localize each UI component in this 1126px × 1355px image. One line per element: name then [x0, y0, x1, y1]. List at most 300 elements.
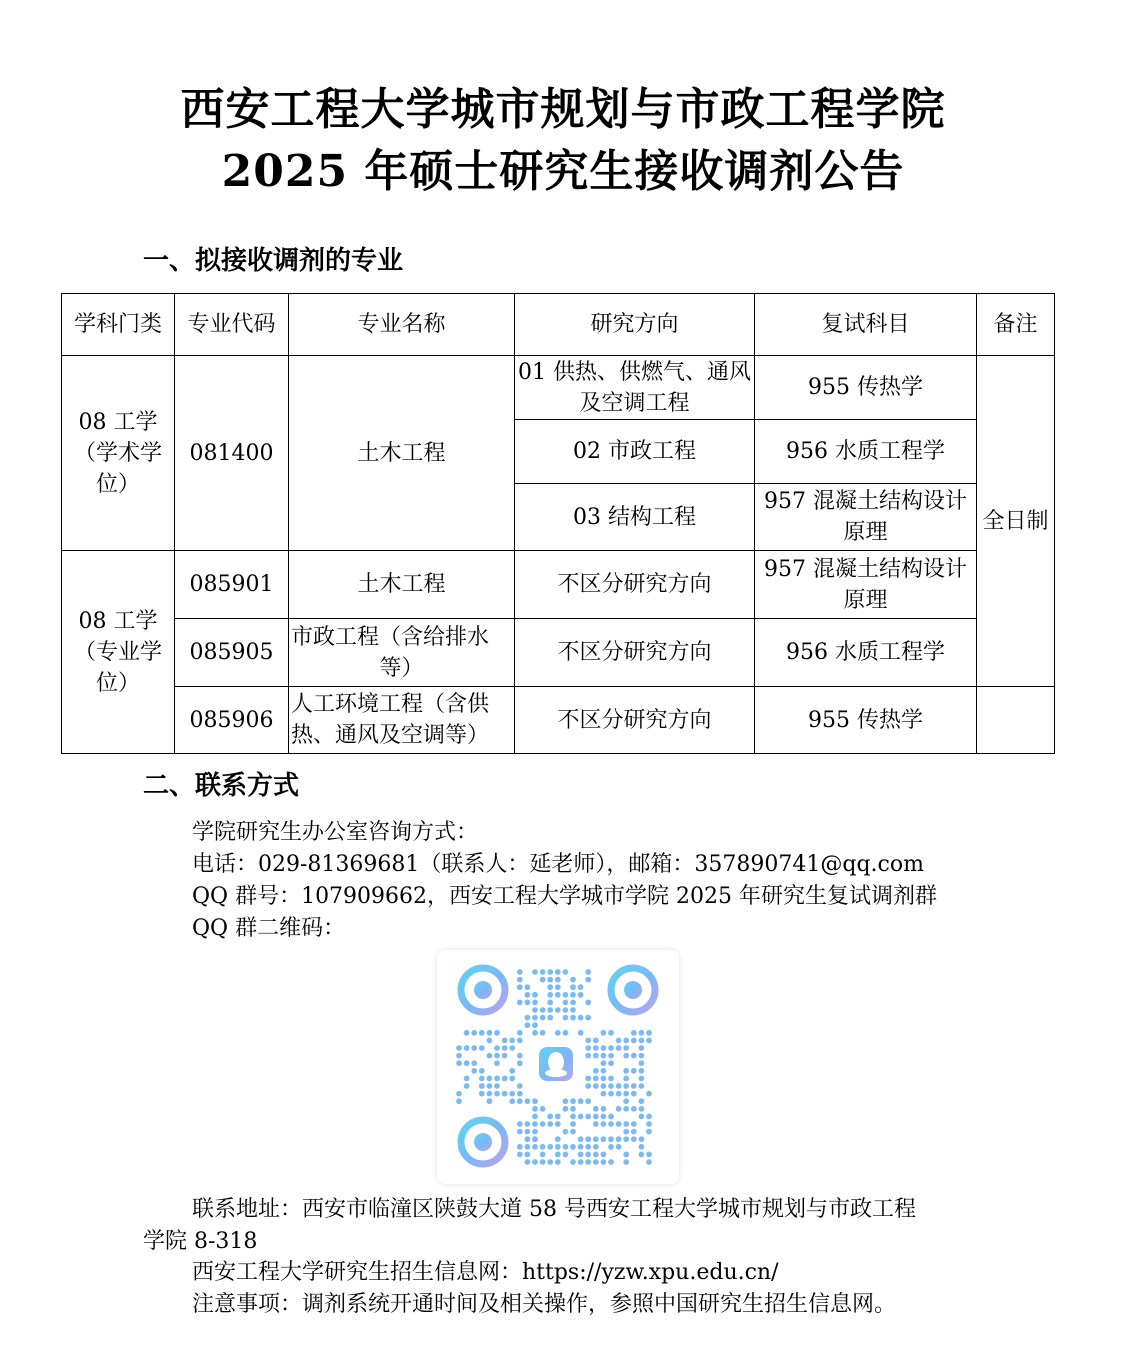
qr-module	[616, 1083, 622, 1089]
qr-module	[623, 1091, 629, 1097]
qr-module	[555, 1144, 561, 1150]
qr-module	[578, 992, 584, 998]
qr-module	[555, 1007, 561, 1013]
qr-module	[608, 1114, 614, 1120]
qr-module	[456, 1098, 462, 1104]
qr-module	[585, 1053, 591, 1059]
qr-module	[639, 1106, 645, 1112]
qr-module	[540, 1015, 546, 1021]
qr-module	[623, 1053, 629, 1059]
qr-module	[509, 1068, 515, 1074]
qr-module	[479, 1091, 485, 1097]
qr-module	[532, 992, 538, 998]
qr-module	[585, 1098, 591, 1104]
qr-module	[517, 984, 523, 990]
name-line: 等）	[379, 655, 424, 681]
qr-module	[471, 1030, 477, 1036]
qr-module	[540, 977, 546, 983]
qr-module	[639, 1144, 645, 1150]
qr-finder-top-left	[461, 968, 505, 1012]
qr-module	[563, 1030, 569, 1036]
qr-module	[494, 1030, 500, 1036]
qr-module	[623, 1083, 629, 1089]
qq-group-qr-code	[437, 950, 679, 1184]
qr-module	[479, 1076, 485, 1082]
qr-module	[517, 977, 523, 983]
qr-module	[471, 1060, 477, 1066]
qr-module	[525, 1129, 531, 1135]
qr-module	[563, 992, 569, 998]
qr-module	[532, 1106, 538, 1112]
address-line2: 学院 8-318	[143, 1229, 258, 1254]
phone-email: 电话：029-81369681（联系人：延老师），邮箱：357890741@qq.com	[192, 852, 924, 877]
qr-module	[631, 1030, 637, 1036]
qr-module	[593, 1076, 599, 1082]
name-line: 市政工程（含给排水	[291, 624, 490, 650]
category-line: （学术学	[73, 440, 162, 466]
qr-module	[623, 1159, 629, 1165]
name-line: 热、通风及空调等）	[291, 723, 490, 748]
category-academic	[62, 356, 175, 551]
qr-module	[601, 1121, 607, 1127]
header-cell: 专业代码	[175, 294, 289, 356]
qr-module	[509, 1098, 515, 1104]
qr-module	[631, 1121, 637, 1127]
qr-module	[646, 1114, 652, 1120]
qr-module	[525, 992, 531, 998]
qr-module	[578, 1114, 584, 1120]
qr-module	[547, 1121, 553, 1127]
qr-module	[585, 977, 591, 983]
qr-module	[555, 969, 561, 975]
qr-module	[547, 1000, 553, 1006]
qr-module	[547, 984, 553, 990]
qr-module	[555, 1152, 561, 1158]
qr-module	[646, 1159, 652, 1165]
empty-remark-cell	[977, 687, 1055, 754]
qr-module	[540, 1121, 546, 1127]
qr-module	[502, 1038, 508, 1044]
qr-module	[494, 1076, 500, 1082]
qr-module	[487, 1053, 493, 1059]
section-heading-contact: 二、联系方式	[143, 771, 300, 801]
qr-module	[487, 1083, 493, 1089]
research-direction: 不区分研究方向	[515, 619, 755, 687]
address-line1: 联系地址：西安市临潼区陕鼓大道 58 号西安工程大学城市规划与市政工程	[192, 1197, 916, 1222]
qr-module	[608, 1060, 614, 1066]
qr-module	[532, 1000, 538, 1006]
qr-module	[639, 1076, 645, 1082]
qr-module	[456, 1045, 462, 1051]
qr-module	[639, 1030, 645, 1036]
category-line: 08 工学	[78, 608, 158, 634]
exam-subject	[755, 551, 977, 619]
qr-module	[623, 1045, 629, 1051]
qr-module	[547, 977, 553, 983]
qr-module	[623, 1136, 629, 1142]
qr-module	[517, 1144, 523, 1150]
qr-module	[494, 1045, 500, 1051]
header-cell: 学科门类	[62, 294, 175, 356]
qr-module	[585, 1144, 591, 1150]
qr-module	[464, 1030, 470, 1036]
qr-module	[570, 992, 576, 998]
qr-module	[631, 1129, 637, 1135]
qr-module	[525, 1152, 531, 1158]
qr-module	[532, 1121, 538, 1127]
qr-module	[487, 1091, 493, 1097]
qr-module	[570, 1015, 576, 1021]
qr-module	[601, 1068, 607, 1074]
qr-module	[639, 1068, 645, 1074]
qr-module	[631, 1136, 637, 1142]
notice: 注意事项：调剂系统开通时间及相关操作，参照中国研究生招生信息网。	[192, 1292, 897, 1317]
qr-module	[646, 1038, 652, 1044]
qr-module	[601, 1045, 607, 1051]
qr-module	[631, 1106, 637, 1112]
qr-module	[540, 969, 546, 975]
qr-module	[646, 1121, 652, 1127]
qr-module	[570, 1114, 576, 1120]
qr-module	[532, 1136, 538, 1142]
qr-module	[601, 1076, 607, 1082]
category-professional	[62, 551, 175, 754]
qr-module	[623, 1098, 629, 1104]
qr-module	[601, 1060, 607, 1066]
qr-module	[525, 1136, 531, 1142]
qr-module	[608, 1083, 614, 1089]
qr-module	[555, 1121, 561, 1127]
qr-code-graphic	[437, 950, 679, 1184]
qr-module	[639, 1060, 645, 1066]
exam-line: 原理	[843, 587, 888, 613]
qr-module	[601, 1091, 607, 1097]
qr-module	[487, 1038, 493, 1044]
qr-module	[555, 1114, 561, 1120]
qr-module	[593, 1152, 599, 1158]
document-title-line2: 2025 年硕士研究生接收调剂公告	[221, 146, 905, 197]
qr-module	[608, 1076, 614, 1082]
qr-module	[570, 1159, 576, 1165]
qr-module	[471, 1045, 477, 1051]
qr-module	[623, 1068, 629, 1074]
qr-module	[525, 1015, 531, 1021]
majors-table	[61, 293, 1055, 754]
qr-module	[585, 1076, 591, 1082]
qr-module	[532, 1022, 538, 1028]
category-line: 08 工学	[78, 409, 158, 435]
qr-module	[593, 1083, 599, 1089]
qr-module	[593, 1045, 599, 1051]
qr-module	[578, 1152, 584, 1158]
qr-module	[517, 1098, 523, 1104]
qr-module	[570, 1098, 576, 1104]
major-code: 081400	[175, 356, 289, 551]
qr-module	[540, 1007, 546, 1013]
qr-module	[578, 1136, 584, 1142]
exam-subject: 955 传热学	[755, 687, 977, 754]
qr-module	[532, 1098, 538, 1104]
qr-module	[601, 1030, 607, 1036]
qr-module	[593, 1159, 599, 1165]
qr-module	[578, 1015, 584, 1021]
qr-module	[509, 1076, 515, 1082]
qr-module	[540, 1152, 546, 1158]
qr-module	[547, 992, 553, 998]
qr-module	[471, 1068, 477, 1074]
qr-module	[608, 1091, 614, 1097]
qr-module	[585, 1015, 591, 1021]
qr-module	[532, 1159, 538, 1165]
qr-module	[616, 1038, 622, 1044]
qr-module	[608, 1053, 614, 1059]
major-name	[289, 687, 515, 754]
qr-module	[585, 969, 591, 975]
name-line: 人工环境工程（含供	[291, 692, 490, 717]
qr-module	[509, 1038, 515, 1044]
qr-module	[517, 1038, 523, 1044]
major-code: 085905	[175, 619, 289, 687]
qr-module	[616, 1121, 622, 1127]
header-cell: 备注	[977, 294, 1055, 356]
qr-module	[540, 1159, 546, 1165]
qr-module	[563, 1144, 569, 1150]
qr-module	[563, 1015, 569, 1021]
major-code: 085901	[175, 551, 289, 619]
qr-module	[517, 1152, 523, 1158]
qr-module	[639, 1038, 645, 1044]
qr-module	[639, 1083, 645, 1089]
qr-module	[616, 1144, 622, 1150]
remark-cell: 全日制	[977, 356, 1055, 687]
qr-module	[502, 1053, 508, 1059]
exam-subject	[755, 484, 977, 551]
qr-module	[547, 1144, 553, 1150]
qr-module	[585, 1152, 591, 1158]
qr-label: QQ 群二维码：	[192, 916, 346, 941]
research-direction	[515, 356, 755, 420]
qr-module	[570, 1007, 576, 1013]
qr-module	[517, 1000, 523, 1006]
qr-module	[479, 1083, 485, 1089]
qr-module	[593, 1038, 599, 1044]
qr-module	[593, 1136, 599, 1142]
document-title-line1: 西安工程大学城市规划与市政工程学院	[180, 84, 946, 135]
qr-module	[532, 1144, 538, 1150]
qr-module	[639, 1045, 645, 1051]
qr-module	[631, 1053, 637, 1059]
qr-module	[646, 1152, 652, 1158]
qr-module	[532, 1114, 538, 1120]
qr-module	[464, 1076, 470, 1082]
qr-module	[532, 1015, 538, 1021]
qr-module	[570, 1000, 576, 1006]
major-name: 土木工程	[289, 551, 515, 619]
qr-module	[585, 1114, 591, 1120]
qr-module	[631, 1068, 637, 1074]
qr-module	[601, 1106, 607, 1112]
qr-module	[563, 969, 569, 975]
major-name: 土木工程	[289, 356, 515, 551]
qr-module	[502, 1091, 508, 1097]
qr-module	[525, 1022, 531, 1028]
qr-module	[578, 984, 584, 990]
qr-module	[532, 1129, 538, 1135]
qr-module	[547, 1114, 553, 1120]
exam-subject: 956 水质工程学	[755, 619, 977, 687]
qr-module	[525, 1121, 531, 1127]
qr-module	[608, 1121, 614, 1127]
qr-module	[639, 1152, 645, 1158]
qr-module	[570, 1106, 576, 1112]
qr-module	[555, 1159, 561, 1165]
table-row	[62, 356, 1055, 420]
qr-module	[623, 1129, 629, 1135]
table-row	[62, 551, 1055, 619]
qr-module	[623, 1121, 629, 1127]
exam-line: 原理	[843, 520, 888, 545]
major-code: 085906	[175, 687, 289, 754]
qr-module	[601, 1114, 607, 1120]
qr-module	[563, 1007, 569, 1013]
qr-module	[578, 1030, 584, 1036]
qr-module	[517, 1060, 523, 1066]
header-cell: 专业名称	[289, 294, 515, 356]
qr-finder-top-right	[611, 968, 655, 1012]
qr-module	[639, 1114, 645, 1120]
table-row	[62, 619, 1055, 687]
research-direction: 不区分研究方向	[515, 551, 755, 619]
qr-module	[532, 969, 538, 975]
qr-module	[464, 1083, 470, 1089]
qr-module	[563, 1098, 569, 1104]
office-inquiry: 学院研究生办公室咨询方式：	[192, 820, 479, 845]
qr-module	[593, 1114, 599, 1120]
qr-module	[456, 1091, 462, 1097]
qr-module	[616, 1106, 622, 1112]
qr-module	[517, 1053, 523, 1059]
qr-module	[578, 1098, 584, 1104]
qq-group: QQ 群号：107909662，西安工程大学城市学院 2025 年研究生复试调剂群	[192, 884, 938, 909]
qr-module	[509, 1045, 515, 1051]
qr-module	[608, 1144, 614, 1150]
qr-module	[616, 1091, 622, 1097]
qr-module	[639, 1053, 645, 1059]
table-row	[62, 687, 1055, 754]
direction-line: 01 供热、供燃气、通风	[518, 359, 751, 385]
qr-module	[547, 1007, 553, 1013]
qr-module	[517, 969, 523, 975]
qr-module	[585, 1136, 591, 1142]
qr-module	[487, 1076, 493, 1082]
qr-module	[578, 1159, 584, 1165]
qr-module	[525, 1159, 531, 1165]
qr-module	[639, 1098, 645, 1104]
qr-module	[525, 1000, 531, 1006]
qq-penguin-icon	[536, 1044, 576, 1084]
qr-module	[517, 1121, 523, 1127]
qr-module	[631, 1083, 637, 1089]
research-direction: 不区分研究方向	[515, 687, 755, 754]
qr-module	[601, 1083, 607, 1089]
qr-module	[555, 1136, 561, 1142]
qr-module	[608, 1045, 614, 1051]
qr-module	[563, 1129, 569, 1135]
qr-module	[487, 1098, 493, 1104]
qr-module	[502, 1045, 508, 1051]
qr-module	[570, 1144, 576, 1150]
qr-module	[563, 1106, 569, 1112]
qr-module	[547, 1159, 553, 1165]
qr-module	[585, 1083, 591, 1089]
qr-module	[563, 1152, 569, 1158]
major-name	[289, 619, 515, 687]
qr-module	[555, 1030, 561, 1036]
qr-module	[585, 1045, 591, 1051]
qr-module	[540, 1106, 546, 1112]
qr-module	[646, 1091, 652, 1097]
research-direction: 02 市政工程	[515, 420, 755, 484]
qr-module	[608, 1136, 614, 1142]
direction-line: 及空调工程	[579, 390, 690, 416]
qr-module	[547, 969, 553, 975]
qr-module	[631, 1038, 637, 1044]
qr-module	[585, 1038, 591, 1044]
qr-module	[601, 1159, 607, 1165]
qr-module	[646, 1030, 652, 1036]
qr-module	[593, 1053, 599, 1059]
header-cell: 研究方向	[515, 294, 755, 356]
qr-module	[593, 1144, 599, 1150]
qr-module	[608, 1159, 614, 1165]
qr-module	[502, 1076, 508, 1082]
category-line: 位）	[95, 670, 140, 696]
qr-module	[616, 1136, 622, 1142]
qr-module	[601, 1136, 607, 1142]
header-cell: 复试科目	[755, 294, 977, 356]
qr-finder-bottom-left	[461, 1120, 505, 1164]
qr-module	[517, 1083, 523, 1089]
exam-subject: 955 传热学	[755, 356, 977, 420]
section-heading-majors: 一、拟接收调剂的专业	[143, 246, 404, 276]
qr-module	[623, 1038, 629, 1044]
qr-module	[547, 1015, 553, 1021]
qr-module	[601, 1152, 607, 1158]
qr-module	[578, 1144, 584, 1150]
qr-module	[623, 1106, 629, 1112]
qr-module	[593, 1068, 599, 1074]
qr-module	[570, 1121, 576, 1127]
category-line: （专业学	[73, 639, 162, 665]
qr-module	[616, 1045, 622, 1051]
qr-module	[517, 1091, 523, 1097]
qr-module	[593, 1106, 599, 1112]
qr-module	[563, 1000, 569, 1006]
qr-module	[525, 1144, 531, 1150]
qr-module	[456, 1060, 462, 1066]
qr-module	[570, 977, 576, 983]
qr-module	[608, 1030, 614, 1036]
qr-module	[593, 1121, 599, 1127]
qr-module	[601, 1053, 607, 1059]
qr-module	[623, 1076, 629, 1082]
qr-module	[494, 1083, 500, 1089]
admissions-website: 西安工程大学研究生招生信息网：https://yzw.xpu.edu.cn/	[192, 1260, 779, 1285]
qr-module	[646, 1129, 652, 1135]
qr-module	[631, 1091, 637, 1097]
qr-module	[494, 1091, 500, 1097]
qr-module	[540, 1144, 546, 1150]
